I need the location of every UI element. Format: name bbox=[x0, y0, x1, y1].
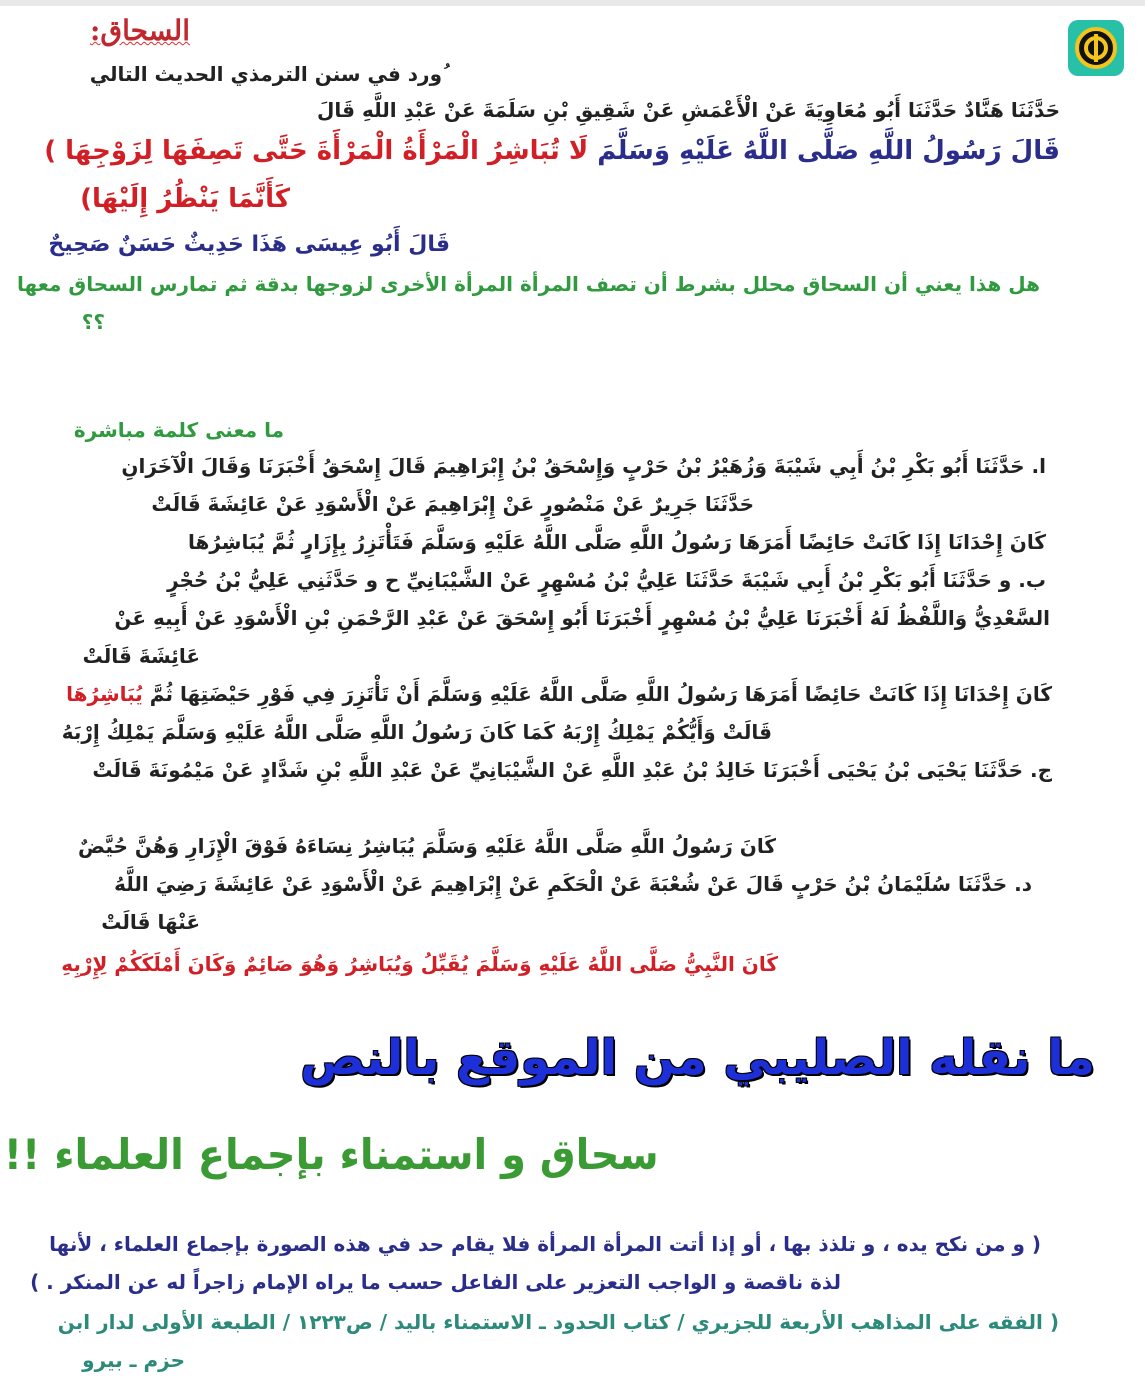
question-line: هل هذا يعني أن السحاق محلل بشرط أن تصف المرأة المرأة الأخرى لزوجها بدقة ثم تمارس السحاق معها bbox=[17, 272, 1040, 296]
hadith-b-text: كَانَ إِحْدَانَا إِذَا كَانَتْ حَائِضًا أَمَرَهَا رَسُولُ اللَّهِ صَلَّى اللَّهُ عَلَيْهِ وَسَلَّمَ أَنْ تَأْتَزِرَ فِي فَوْرِ حَيْضَتِهَا ثُمَّ bbox=[149, 682, 1052, 706]
hadith-a-line-1: ا. حَدَّثَنَا أَبُو بَكْرِ بْنُ أَبِي شَيْبَةَ وَزُهَيْرُ بْنُ حَرْبٍ وَإِسْحَقُ بْنُ إِبْرَاهِيمَ قَالَ إِسْحَقُ أَخْبَرَنَا وَقَالَ الْآخَرَانِ bbox=[121, 454, 1046, 478]
hadith-d-line-2: عَنْهَا قَالَتْ bbox=[101, 910, 200, 934]
hadith-red-text: لَا تُبَاشِرُ الْمَرْأَةُ الْمَرْأَةَ حَتَّى تَصِفَهَا لِزَوْجِهَا ) bbox=[44, 136, 589, 166]
intro-line: ُورد في سنن الترمذي الحديث التالي bbox=[89, 62, 442, 86]
reference-line-2: حزم ـ بيرو bbox=[82, 1348, 185, 1372]
hadith-b-line-1: ب. و حَدَّثَنَا أَبُو بَكْرِ بْنُ أَبِي شَيْبَةَ حَدَّثَنَا عَلِيُّ بْنُ مُسْهِرٍ عَنْ الشَّيْبَانِيِّ ح و حَدَّثَنِي عَلِيُّ بْنُ حُجْرٍ bbox=[167, 568, 1046, 592]
coin-icon bbox=[1074, 26, 1118, 70]
hadith-a-line-3: كَانَ إِحْدَانَا إِذَا كَانَتْ حَائِضًا أَمَرَهَا رَسُولُ اللَّهِ صَلَّى اللَّهُ عَلَيْهِ وَسَلَّمَ فَتَأْتَزِرُ بِإِزَارٍ ثُمَّ يُبَاشِرُهَا bbox=[187, 530, 1046, 554]
hadith-d-line-1: د. حَدَّثَنَا سُلَيْمَانُ بْنُ حَرْبٍ قَالَ عَنْ شُعْبَةَ عَنْ الْحَكَمِ عَنْ إِبْرَاهِيمَ عَنْ الْأَسْوَدِ عَنْ عَائِشَةَ رَضِيَ اللَّهُ bbox=[114, 872, 1032, 896]
question-marks: ؟؟ bbox=[81, 310, 105, 334]
section-heading: ما نقله الصليبي من الموقع بالنص bbox=[300, 1030, 1095, 1086]
meaning-heading: ما معنى كلمة مباشرة bbox=[73, 418, 284, 442]
hadith-line-1 bbox=[44, 136, 1060, 167]
hadith-b-line-4 bbox=[66, 682, 1052, 706]
hadith-line-2: كَأَنَّمَا يَنْظُرُ إِلَيْهَا) bbox=[80, 184, 290, 214]
hadith-prophet-text: قَالَ رَسُولُ اللَّهِ صَلَّى اللَّهُ عَلَيْهِ وَسَلَّمَ bbox=[597, 136, 1060, 166]
doc-title: السحاق: bbox=[90, 14, 190, 47]
hadith-c-line-2: كَانَ رَسُولُ اللَّهِ صَلَّى اللَّهُ عَلَيْهِ وَسَلَّمَ يُبَاشِرُ نِسَاءَهُ فَوْقَ الْإِزَارِ وَهُنَّ حُيَّضٌ bbox=[78, 834, 776, 858]
isnad-line: حَدَّثَنَا هَنَّادٌ حَدَّثَنَا أَبُو مُعَاوِيَةَ عَنْ الْأَعْمَشِ عَنْ شَقِيقِ بْنِ سَلَمَةَ عَنْ عَبْدِ اللَّهِ قَالَ bbox=[317, 98, 1060, 122]
hadith-b-line-3: عَائِشَةَ قَالَتْ bbox=[82, 644, 200, 668]
green-heading: سحاق و استمناء بإجماع العلماء !! bbox=[4, 1130, 659, 1179]
hadith-a-line-2: حَدَّثَنَا جَرِيرٌ عَنْ مَنْصُورٍ عَنْ إِبْرَاهِيمَ عَنْ الْأَسْوَدِ عَنْ عَائِشَةَ قَالَتْ bbox=[151, 492, 754, 516]
hadith-b-line-2: السَّعْدِيُّ وَاللَّفْظُ لَهُ أَخْبَرَنَا عَلِيُّ بْنُ مُسْهِرٍ أَخْبَرَنَا أَبُو إِسْحَقَ عَنْ عَبْدِ الرَّحْمَنِ بْنِ الْأَسْوَدِ عَنْ أَبِيهِ عَنْ bbox=[114, 606, 1050, 630]
top-border bbox=[0, 0, 1145, 6]
quote-line-1: ( و من نكح يده ، و تلذذ بها ، أو إذا أتت المرأة المرأة فلا يقام حد في هذه الصورة بإجماع العلماء ، لأنها bbox=[49, 1232, 1041, 1256]
hadith-b-line-5: قَالَتْ وَأَيُّكُمْ يَمْلِكُ إِرْبَهُ كَمَا كَانَ رَسُولُ اللَّهِ صَلَّى اللَّهُ عَلَيْهِ وَسَلَّمَ يَمْلِكُ إِرْبَهُ bbox=[61, 720, 772, 744]
hadith-b-red-word: يُبَاشِرُهَا bbox=[66, 682, 143, 706]
app-logo[interactable] bbox=[1068, 20, 1124, 76]
reference-line-1: ( الفقه على المذاهب الأربعة للجزيري / كتاب الحدود ـ الاستمناء باليد / ص١٢٢٣ / الطبعة الأولى لدار ابن bbox=[57, 1310, 1059, 1334]
document-image bbox=[17, 12, 1060, 1006]
hadith-d-red-line: كَانَ النَّبِيُّ صَلَّى اللَّهُ عَلَيْهِ وَسَلَّمَ يُقَبِّلُ وَيُبَاشِرُ وَهُوَ صَائِمٌ وَكَانَ أَمْلَكَكُمْ لِإِرْبِهِ bbox=[61, 952, 778, 976]
quote-line-2: لذة ناقصة و الواجب التعزير على الفاعل حسب ما يراه الإمام زاجراً له عن المنكر . ) bbox=[30, 1270, 841, 1294]
hadith-grading: قَالَ أَبُو عِيسَى هَذَا حَدِيثٌ حَسَنٌ صَحِيحٌ bbox=[48, 232, 450, 257]
hadith-c-line-1: ج. حَدَّثَنَا يَحْيَى بْنُ يَحْيَى أَخْبَرَنَا خَالِدُ بْنُ عَبْدِ اللَّهِ عَنْ الشَّيْبَانِيِّ عَنْ عَبْدِ اللَّهِ بْنِ شَدَّادٍ عَنْ مَيْمُونَةَ قَالَتْ bbox=[92, 758, 1052, 782]
